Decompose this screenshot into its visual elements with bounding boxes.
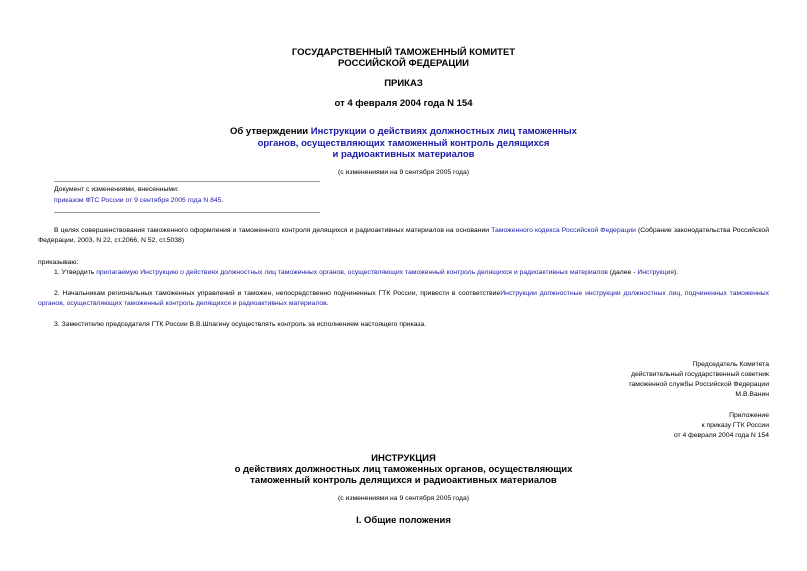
order-word: приказываю:	[38, 259, 79, 266]
appendix-block	[469, 411, 769, 441]
signature-line-3: таможенной службы Российской Федерации	[628, 381, 769, 388]
changes-line	[54, 196, 223, 205]
instruction-subtitle	[0, 464, 807, 486]
appendix-line-1: Приложение	[729, 412, 769, 419]
preamble-text-2: (Собрание законодательства Российской Федерации, 2003, N 22, ст.2066, N 52, ст.5038)	[38, 227, 769, 244]
org-name	[0, 47, 807, 69]
item-2-prefix: 2. Начальникам региональных таможенных управлений и таможен, непосредственно подчиненных ГТК России, привести в соответствие	[54, 290, 501, 297]
instruction-title: ИНСТРУКЦИЯ	[371, 453, 436, 464]
instruction-title-link-3[interactable]: и радиоактивных материалов	[332, 149, 475, 160]
item-3: 3. Заместителю председателя ГТК России В.В.Шпагину осуществлять контроль за исполнением настоящего приказа.	[54, 321, 427, 328]
signature-line-1: Председатель Комитета	[692, 361, 769, 368]
item-2-end: .	[326, 299, 329, 307]
changes-link[interactable]: приказом ФТС России от 9 сентября 2005 года N 845	[54, 197, 222, 204]
instruction-title-link-2[interactable]: органов, осуществляющих таможенный контроль делящихся	[257, 137, 550, 149]
item-1-mid: (далее -	[607, 269, 638, 276]
item-1-prefix: 1. Утвердить	[54, 269, 97, 276]
instruction-title-link[interactable]: Инструкции о действиях должностных лиц таможенных	[310, 126, 577, 137]
item-1-short-link[interactable]: Инструкция	[637, 269, 674, 276]
customs-code-link[interactable]: Таможенного кодекса Российской Федерации	[491, 227, 636, 234]
appendix-line-3: от 4 февраля 2004 года N 154	[673, 432, 769, 439]
changes-top-rule	[54, 181, 320, 182]
item-2	[38, 289, 769, 308]
instruction-subtitle-1: о действиях должностных лиц таможенных органов, осуществляющих	[234, 464, 573, 475]
title-prefix: Об утверждении	[230, 126, 311, 137]
item-2-instruction-link[interactable]: Инструкции должностные инструкции должностных лиц, подчиненных таможенных органов, осуществляющих таможенный контроль делящихся и радиоактивных материалов	[38, 290, 769, 307]
section-1-heading: I. Общие положения	[356, 515, 451, 526]
doc-date: от 4 февраля 2004 года N 154	[334, 98, 473, 109]
changes-suffix: .	[221, 197, 224, 204]
org-line-1: ГОСУДАРСТВЕННЫЙ ТАМОЖЕННЫЙ КОМИТЕТ	[291, 47, 516, 58]
signature-block	[469, 360, 769, 400]
preamble-text-1: В целях совершенствования таможенного оформления и таможенного контроля делящихся и радиоактивных материалов на основании	[54, 227, 492, 234]
doc-type: ПРИКАЗ	[384, 78, 423, 89]
org-line-2: РОССИЙСКОЙ ФЕДЕРАЦИИ	[337, 58, 469, 69]
order-title	[0, 126, 807, 161]
amendment-note: (с изменениями на 9 сентября 2005 года)	[338, 169, 469, 176]
changes-label: Документ с изменениями, внесенными:	[54, 186, 179, 193]
appendix-line-2: к приказу ГТК России	[701, 422, 769, 429]
signature-line-2: действительный государственный советник	[631, 371, 769, 378]
signature-line-4: М.В.Ванин	[735, 391, 769, 398]
item-1-instruction-link[interactable]: прилагаемую Инструкцию о действиях должностных лиц таможенных органов, осуществляющих таможенный контроль делящихся и радиоактивных материалов	[96, 269, 608, 276]
item-1	[38, 268, 769, 278]
preamble	[38, 226, 769, 245]
changes-bottom-rule	[54, 212, 320, 213]
instruction-subtitle-2: таможенный контроль делящихся и радиоактивных материалов	[250, 475, 557, 486]
item-1-end: ).	[673, 269, 679, 276]
instruction-note: (с изменениями на 9 сентября 2005 года)	[338, 495, 469, 502]
